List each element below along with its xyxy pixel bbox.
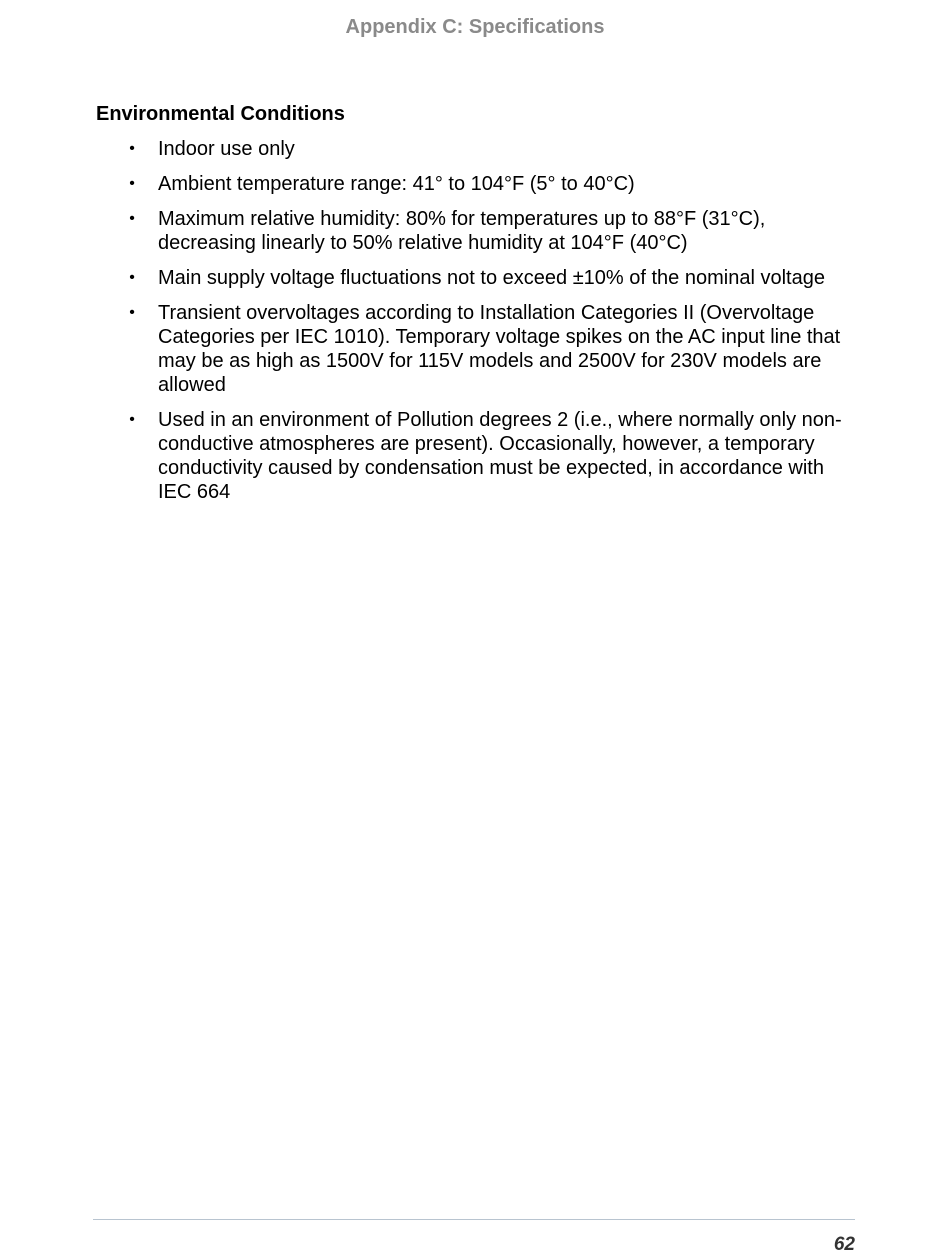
list-item — [0, 266, 858, 290]
list-item — [0, 137, 858, 161]
bullet-icon: • — [129, 304, 135, 321]
running-header: Appendix C: Specifications — [345, 16, 605, 38]
bullet-icon: • — [129, 175, 135, 192]
page-number: 62 — [833, 1234, 855, 1255]
list-item — [0, 408, 858, 504]
bullet-icon: • — [129, 269, 135, 286]
list-item-text: Ambient temperature range: 41° to 104°F (5° to 40°C) — [158, 173, 635, 195]
section-heading: Environmental Conditions — [96, 103, 345, 125]
list-item-text: Indoor use only — [158, 138, 295, 160]
list-item — [0, 301, 858, 397]
list-item — [0, 172, 858, 196]
list-item-text: Maximum relative humidity: 80% for temperatures up to 88°F (31°C), decreasing linearly to 50% relative humidity at 104°F (40°C) — [158, 208, 766, 254]
bullet-icon: • — [129, 210, 135, 227]
bullet-icon: • — [129, 140, 135, 157]
list-item-text: Main supply voltage fluctuations not to exceed ±10% of the nominal voltage — [158, 267, 825, 289]
footer-divider — [93, 1219, 855, 1220]
bullet-icon: • — [129, 411, 135, 428]
bullet-list — [0, 137, 950, 515]
list-item-text: Transient overvoltages according to Installation Categories II (Overvoltage Categories per IEC 1010). Temporary voltage spikes on the AC input line that may be as high as 1500V for 115V models and 2500V for 230V models are allowed — [158, 302, 841, 396]
list-item-text: Used in an environment of Pollution degrees 2 (i.e., where normally only non-conductive atmospheres are present). Occasionally, however, a temporary conductivity caused by condensation must be expected, in accordance with IEC 664 — [158, 409, 842, 503]
list-item — [0, 207, 858, 255]
